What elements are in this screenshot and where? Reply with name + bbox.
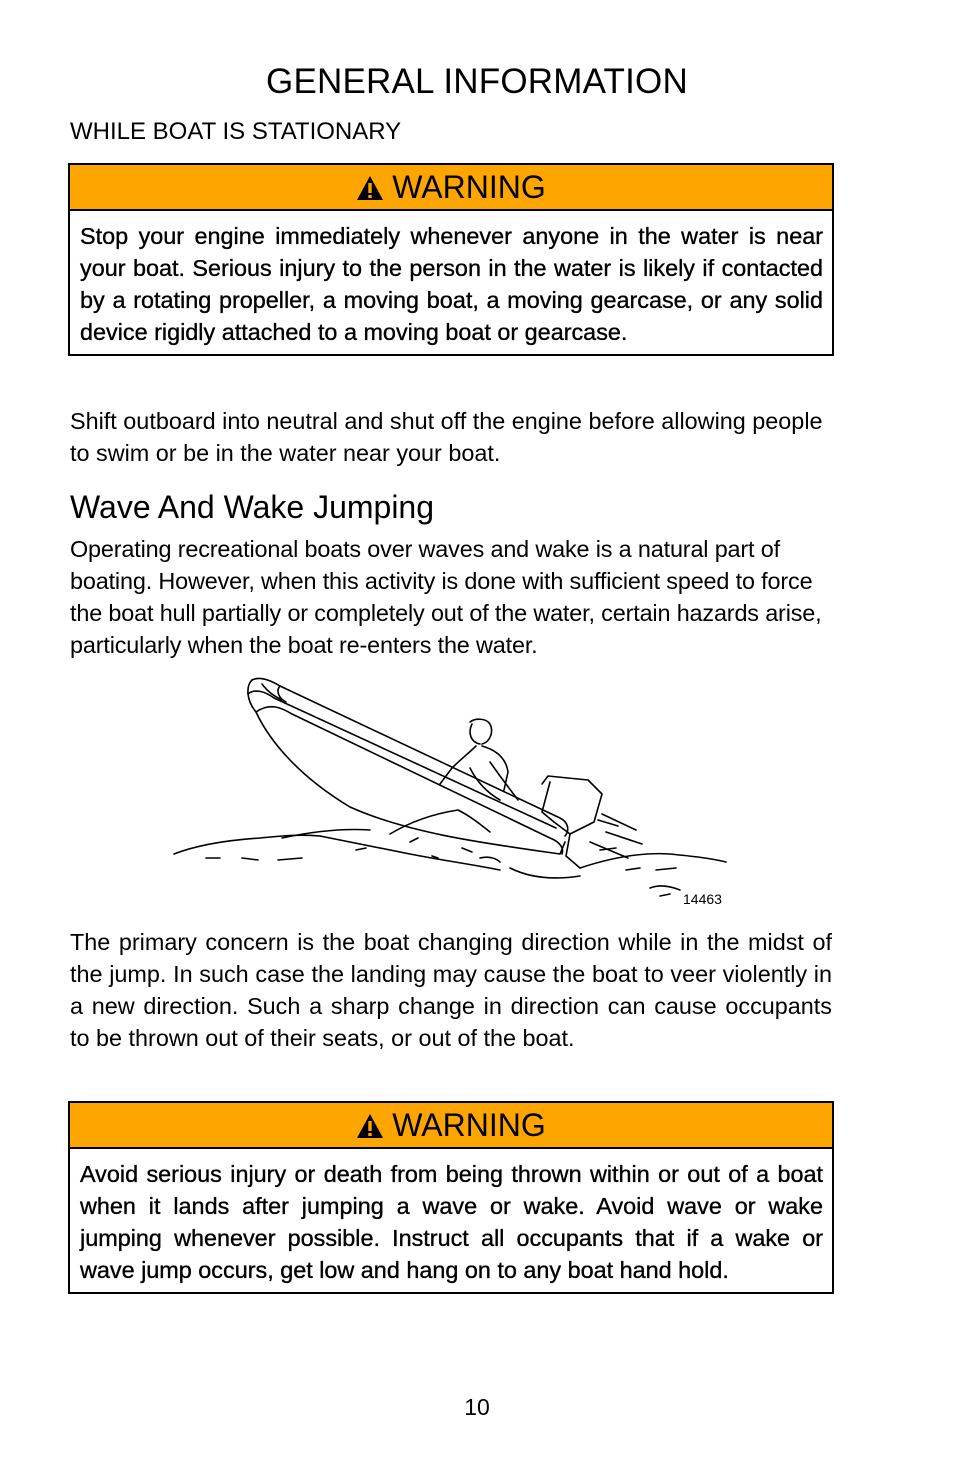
paragraph-primary-concern: The primary concern is the boat changing direction while in the midst of the jump. In such case the landing may cause the boat to veer violently in a new direction. Such a sharp change in direction can cause occupants to be thrown out of their seats, or out of the boat. [70,929,832,1051]
warning-box-1 [68,163,834,356]
section-title: Wave And Wake Jumping [70,489,435,525]
warning-text-1: Stop your engine immediately whenever anyone in the water is near your boat. Serious injury to the person in the water is likely if contacted by a rotating propeller, a moving boat, a moving gearcase, or any solid device rigidly attached to a moving boat or gearcase. [80,223,823,345]
warning-label: WARNING [392,168,546,205]
warning-triangle-icon [356,175,384,201]
warning-triangle-icon [356,1113,384,1139]
boat-jumping-illustration [170,672,740,917]
section-intro: Operating recreational boats over waves and wake is a natural part of boating. However, when this activity is done with sufficient speed to force the boat hull partially or completely out of the water, certain hazards arise, particularly when the boat re-enters the water. [70,536,822,658]
subheading: WHILE BOAT IS STATIONARY [70,118,402,145]
warning-label: WARNING [392,1106,546,1143]
warning-header-1 [70,165,832,211]
paragraph-neutral: Shift outboard into neutral and shut off the engine before allowing people to swim or be in the water near your boat. [70,408,823,466]
warning-text-2: Avoid serious injury or death from being thrown within or out of a boat when it lands after jumping a wave or wake. Avoid wave or wake jumping whenever possible. Instruct all occupants that if a wake or wave jump occurs, get low and hang on to any boat hand hold. [80,1161,823,1283]
warning-header-2 [70,1103,832,1149]
warning-box-2 [68,1101,834,1294]
page-title: GENERAL INFORMATION [266,62,688,101]
page-number: 10 [464,1394,490,1420]
figure-number: 14463 [683,891,722,907]
